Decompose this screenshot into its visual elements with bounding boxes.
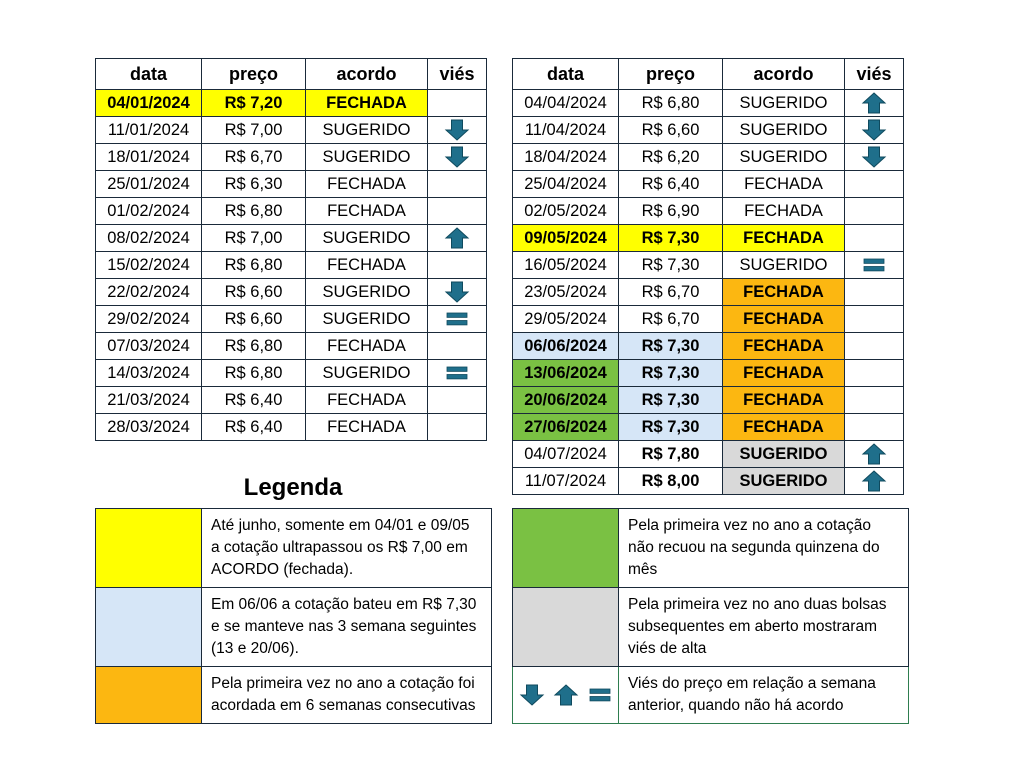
- cell-bias: [428, 333, 487, 360]
- cell-price: R$ 6,80: [202, 198, 306, 225]
- cell-date: 04/04/2024: [513, 90, 619, 117]
- cell-deal-status: SUGERIDO: [306, 225, 428, 252]
- up-arrow-icon: [553, 684, 579, 706]
- cell-price: R$ 6,20: [619, 144, 723, 171]
- cell-bias: [845, 333, 904, 360]
- legend-color-swatch: [96, 509, 202, 588]
- cell-price: R$ 6,80: [202, 333, 306, 360]
- cell-date: 14/03/2024: [96, 360, 202, 387]
- cell-bias: [428, 387, 487, 414]
- table-row: [513, 306, 904, 333]
- legend-table-left: [95, 508, 492, 724]
- cell-bias: [428, 144, 487, 171]
- cell-deal-status: FECHADA: [723, 333, 845, 360]
- cell-deal-status: FECHADA: [723, 306, 845, 333]
- table-row: [513, 144, 904, 171]
- legend-description: Viés do preço em relação a semana anterior, quando não há acordo: [619, 667, 909, 724]
- legend-bias-icons: [513, 667, 619, 724]
- legend-description: Pela primeira vez no ano a cotação não recuou na segunda quinzena do mês: [619, 509, 909, 588]
- cell-bias: [845, 414, 904, 441]
- cell-bias: [428, 360, 487, 387]
- cell-bias: [428, 252, 487, 279]
- cell-bias: [428, 225, 487, 252]
- cell-date: 04/07/2024: [513, 441, 619, 468]
- cell-bias: [428, 171, 487, 198]
- cell-bias: [428, 90, 487, 117]
- cell-deal-status: FECHADA: [723, 279, 845, 306]
- legend-description: Pela primeira vez no ano duas bolsas subsequentes em aberto mostraram viés de alta: [619, 588, 909, 667]
- cell-date: 09/05/2024: [513, 225, 619, 252]
- table-row: [513, 333, 904, 360]
- legend-color-swatch: [96, 588, 202, 667]
- down-arrow-icon: [861, 146, 887, 168]
- column-header-bias: viés: [428, 59, 487, 90]
- cell-deal-status: SUGERIDO: [306, 306, 428, 333]
- cell-deal-status: FECHADA: [306, 198, 428, 225]
- cell-date: 29/05/2024: [513, 306, 619, 333]
- equal-icon: [587, 685, 613, 705]
- cell-price: R$ 6,70: [619, 279, 723, 306]
- legend-color-swatch: [96, 667, 202, 724]
- cell-price: R$ 6,30: [202, 171, 306, 198]
- cell-bias: [845, 117, 904, 144]
- table-row: [96, 171, 487, 198]
- cell-date: 08/02/2024: [96, 225, 202, 252]
- cell-price: R$ 6,80: [202, 252, 306, 279]
- down-arrow-icon: [861, 119, 887, 141]
- cell-price: R$ 7,20: [202, 90, 306, 117]
- cell-deal-status: FECHADA: [306, 387, 428, 414]
- cell-bias: [845, 306, 904, 333]
- cell-bias: [845, 198, 904, 225]
- equal-icon: [861, 255, 887, 275]
- cell-price: R$ 6,80: [202, 360, 306, 387]
- cell-deal-status: SUGERIDO: [723, 468, 845, 495]
- table-row: [513, 171, 904, 198]
- cell-date: 25/04/2024: [513, 171, 619, 198]
- table-row: [96, 198, 487, 225]
- legend-row: [96, 509, 492, 588]
- cell-bias: [428, 279, 487, 306]
- cell-price: R$ 7,30: [619, 360, 723, 387]
- cell-date: 23/05/2024: [513, 279, 619, 306]
- table-row: [513, 90, 904, 117]
- cell-bias: [845, 171, 904, 198]
- column-header-deal: acordo: [306, 59, 428, 90]
- cell-price: R$ 6,40: [202, 387, 306, 414]
- quotes-table-first-half: [95, 58, 487, 441]
- cell-bias: [845, 441, 904, 468]
- cell-bias: [845, 90, 904, 117]
- cell-date: 29/02/2024: [96, 306, 202, 333]
- cell-bias: [845, 252, 904, 279]
- legend-description: Em 06/06 a cotação bateu em R$ 7,30 e se manteve nas 3 semana seguintes (13 e 20/06).: [202, 588, 492, 667]
- equal-icon: [444, 363, 470, 383]
- cell-date: 01/02/2024: [96, 198, 202, 225]
- cell-date: 06/06/2024: [513, 333, 619, 360]
- table-row: [513, 279, 904, 306]
- cell-date: 11/07/2024: [513, 468, 619, 495]
- cell-price: R$ 7,00: [202, 225, 306, 252]
- table-row: [513, 198, 904, 225]
- cell-price: R$ 6,40: [202, 414, 306, 441]
- cell-deal-status: FECHADA: [723, 387, 845, 414]
- cell-deal-status: FECHADA: [306, 90, 428, 117]
- cell-bias: [428, 414, 487, 441]
- cell-price: R$ 7,30: [619, 387, 723, 414]
- cell-price: R$ 6,70: [202, 144, 306, 171]
- table-row: [513, 360, 904, 387]
- legend-title: Legenda: [243, 474, 343, 501]
- cell-deal-status: SUGERIDO: [306, 279, 428, 306]
- table-row: [513, 117, 904, 144]
- cell-price: R$ 7,30: [619, 414, 723, 441]
- table-row: [513, 387, 904, 414]
- cell-deal-status: FECHADA: [723, 171, 845, 198]
- table-row: [96, 90, 487, 117]
- down-arrow-icon: [444, 119, 470, 141]
- table-row: [96, 360, 487, 387]
- cell-date: 21/03/2024: [96, 387, 202, 414]
- cell-price: R$ 6,60: [202, 279, 306, 306]
- cell-deal-status: SUGERIDO: [306, 117, 428, 144]
- cell-date: 04/01/2024: [96, 90, 202, 117]
- cell-date: 11/04/2024: [513, 117, 619, 144]
- cell-price: R$ 6,70: [619, 306, 723, 333]
- cell-deal-status: FECHADA: [723, 360, 845, 387]
- cell-date: 28/03/2024: [96, 414, 202, 441]
- table-row: [513, 441, 904, 468]
- cell-price: R$ 7,30: [619, 225, 723, 252]
- cell-bias: [845, 225, 904, 252]
- column-header-date: data: [96, 59, 202, 90]
- table-row: [96, 144, 487, 171]
- cell-date: 22/02/2024: [96, 279, 202, 306]
- table-row: [96, 279, 487, 306]
- legend-description: Pela primeira vez no ano a cotação foi acordada em 6 semanas consecutivas: [202, 667, 492, 724]
- table-row: [513, 225, 904, 252]
- cell-price: R$ 7,80: [619, 441, 723, 468]
- cell-bias: [845, 144, 904, 171]
- legend-row: [96, 588, 492, 667]
- down-arrow-icon: [444, 146, 470, 168]
- cell-date: 13/06/2024: [513, 360, 619, 387]
- cell-price: R$ 6,60: [619, 117, 723, 144]
- cell-bias: [845, 360, 904, 387]
- cell-bias: [428, 117, 487, 144]
- cell-price: R$ 8,00: [619, 468, 723, 495]
- cell-bias: [428, 198, 487, 225]
- column-header-price: preço: [619, 59, 723, 90]
- table-header-row: [96, 59, 487, 90]
- cell-date: 27/06/2024: [513, 414, 619, 441]
- legend-table-right: [512, 508, 909, 724]
- cell-deal-status: SUGERIDO: [306, 360, 428, 387]
- cell-price: R$ 7,30: [619, 333, 723, 360]
- table-row: [96, 252, 487, 279]
- table-row: [513, 252, 904, 279]
- cell-price: R$ 7,30: [619, 252, 723, 279]
- legend-row: [513, 667, 909, 724]
- column-header-price: preço: [202, 59, 306, 90]
- table-row: [96, 117, 487, 144]
- table-row: [96, 306, 487, 333]
- cell-price: R$ 6,80: [619, 90, 723, 117]
- legend-description: Até junho, somente em 04/01 e 09/05 a cotação ultrapassou os R$ 7,00 em ACORDO (fechada).: [202, 509, 492, 588]
- column-header-deal: acordo: [723, 59, 845, 90]
- table-row: [513, 414, 904, 441]
- cell-deal-status: FECHADA: [306, 414, 428, 441]
- cell-date: 07/03/2024: [96, 333, 202, 360]
- legend-row: [96, 667, 492, 724]
- legend-row: [513, 588, 909, 667]
- cell-bias: [845, 468, 904, 495]
- cell-date: 11/01/2024: [96, 117, 202, 144]
- column-header-bias: viés: [845, 59, 904, 90]
- cell-deal-status: FECHADA: [306, 252, 428, 279]
- cell-deal-status: SUGERIDO: [723, 441, 845, 468]
- cell-deal-status: SUGERIDO: [306, 144, 428, 171]
- cell-price: R$ 7,00: [202, 117, 306, 144]
- table-row: [513, 468, 904, 495]
- cell-deal-status: SUGERIDO: [723, 117, 845, 144]
- cell-deal-status: FECHADA: [306, 171, 428, 198]
- cell-bias: [428, 306, 487, 333]
- cell-price: R$ 6,40: [619, 171, 723, 198]
- down-arrow-icon: [444, 281, 470, 303]
- cell-date: 20/06/2024: [513, 387, 619, 414]
- cell-deal-status: FECHADA: [306, 333, 428, 360]
- cell-date: 16/05/2024: [513, 252, 619, 279]
- legend-color-swatch: [513, 588, 619, 667]
- legend-color-swatch: [513, 509, 619, 588]
- cell-deal-status: FECHADA: [723, 225, 845, 252]
- equal-icon: [444, 309, 470, 329]
- table-row: [96, 387, 487, 414]
- cell-bias: [845, 279, 904, 306]
- table-row: [96, 414, 487, 441]
- cell-deal-status: FECHADA: [723, 414, 845, 441]
- up-arrow-icon: [861, 470, 887, 492]
- up-arrow-icon: [861, 443, 887, 465]
- up-arrow-icon: [444, 227, 470, 249]
- cell-deal-status: SUGERIDO: [723, 90, 845, 117]
- cell-date: 02/05/2024: [513, 198, 619, 225]
- up-arrow-icon: [861, 92, 887, 114]
- cell-deal-status: SUGERIDO: [723, 252, 845, 279]
- table-header-row: [513, 59, 904, 90]
- down-arrow-icon: [519, 684, 545, 706]
- legend-row: [513, 509, 909, 588]
- cell-price: R$ 6,60: [202, 306, 306, 333]
- table-row: [96, 333, 487, 360]
- cell-deal-status: SUGERIDO: [723, 144, 845, 171]
- cell-date: 15/02/2024: [96, 252, 202, 279]
- cell-price: R$ 6,90: [619, 198, 723, 225]
- table-row: [96, 225, 487, 252]
- cell-date: 25/01/2024: [96, 171, 202, 198]
- cell-deal-status: FECHADA: [723, 198, 845, 225]
- cell-bias: [845, 387, 904, 414]
- cell-date: 18/01/2024: [96, 144, 202, 171]
- quotes-table-second-half: [512, 58, 904, 495]
- column-header-date: data: [513, 59, 619, 90]
- cell-date: 18/04/2024: [513, 144, 619, 171]
